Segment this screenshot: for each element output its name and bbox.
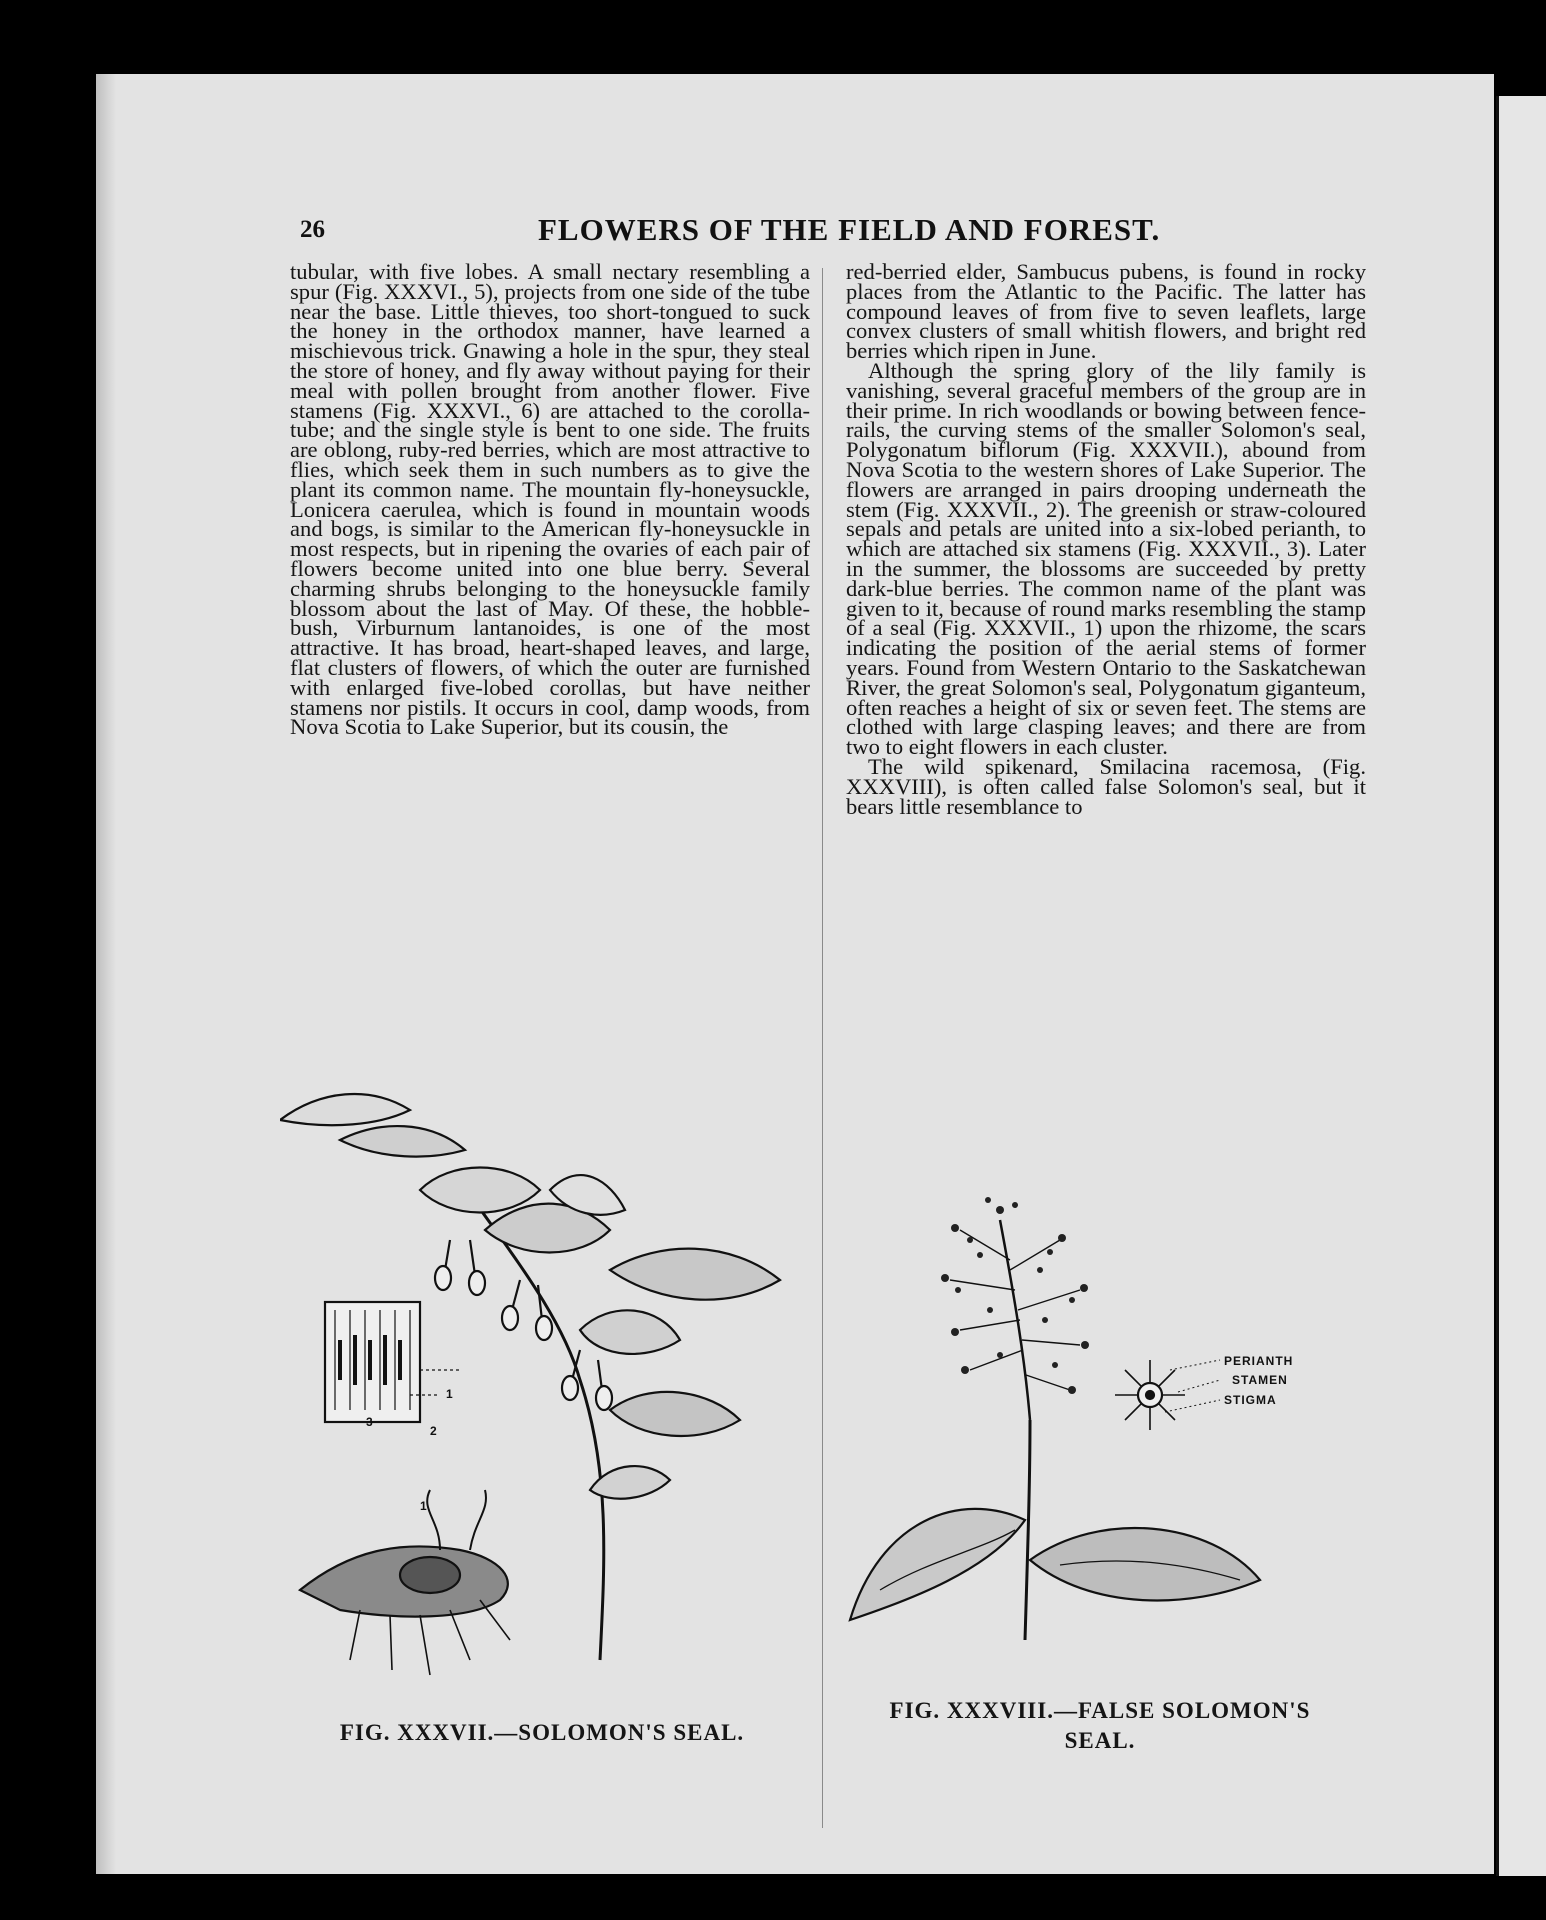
facing-page-edge (1496, 96, 1546, 1876)
running-title: FLOWERS OF THE FIELD AND FOREST. (538, 212, 1161, 247)
right-paragraph-2: Although the spring glory of the lily family is vanishing, several graceful members of the group are in their prime. In rich woodlands or bowing between fence-rails, the curving stems of the smaller Solomon's seal, Polygonatum biflorum (Fig. XXXVII.), abound from Nova Scotia to the western shores of Lake Superior. The flowers are arranged in pairs drooping underneath the stem (Fig. XXXVII., 2). The greenish or straw-coloured sepals and petals are united into a six-lobed perianth, to which are attached six stamens (Fig. XXXVII., 3). Later in the summer, the blossoms are succeeded by pretty dark-blue berries. The common name of the plant was given to it, because of round marks resembling the stamp of a seal (Fig. XXXVII., 1) upon the rhizome, the scars indicating the position of the aerial stems of former years. Found from Western Ontario to the Saskatchewan River, the great Solomon's seal, Polygonatum giganteum, often reaches a height of six or seven feet. The stems are clothed with large clasping leaves; and there are from two to eight flowers in each cluster. (846, 357, 1366, 760)
fig-xxxviii-caption-line1: FIG. XXXVIII.—FALSE SOLOMON'S (889, 1698, 1311, 1723)
fig-label-2: 2 (430, 1424, 438, 1438)
fig-xxxvii-caption: FIG. XXXVII.—SOLOMON'S SEAL. (339, 1720, 745, 1745)
page-binding-edge (96, 74, 116, 1874)
fig-xxxviii-caption-line2: SEAL. (1064, 1728, 1136, 1753)
solomons-seal-illustration (280, 1080, 800, 1700)
page-number: 26 (300, 216, 325, 243)
left-text-column (290, 259, 810, 740)
false-solomons-seal-illustration (840, 1160, 1360, 1680)
perianth-label: PERIANTH (1224, 1354, 1294, 1368)
fig-label-1a: 1 (446, 1387, 454, 1401)
right-text-column (846, 259, 1366, 819)
page-header (300, 210, 1360, 250)
left-paragraph: tubular, with five lobes. A small nectary resembling a spur (Fig. XXXVI., 5), projects from one side of the tube near the base. Little thieves, too short-tongued to suck the honey in the orthodox manner, have learned a mischievous trick. Gnawing a hole in the spur, they steal the store of honey, and fly away without paying for their meal with pollen brought from another flower. Five stamens (Fig. XXXVI., 6) are attached to the corolla-tube; and the single style is bent to one side. The fruits are oblong, ruby-red berries, which are most attractive to flies, which seek them in such numbers as to give the plant its common name. The mountain fly-honeysuckle, Lonicera caerulea, which is found in mountain woods and bogs, is similar to the American fly-honeysuckle in most respects, but in ripening the ovaries of each pair of flowers become united into one blue berry. Several charming shrubs belonging to the honeysuckle family blossom about the last of May. Of these, the hobble-bush, Virburnum lantanoides, is one of the most attractive. It has broad, heart-shaped leaves, and large, flat clusters of flowers, of which the outer are furnished with enlarged five-lobed corollas, but have neither stamens nor pistils. It occurs in cool, damp woods, from Nova Scotia to Lake Superior, but its cousin, the (290, 259, 810, 740)
stamen-label: STAMEN (1232, 1373, 1288, 1387)
stigma-label: STIGMA (1224, 1393, 1277, 1407)
column-divider (822, 268, 823, 1828)
right-paragraph-3: The wild spikenard, Smilacina racemosa, (Fig. XXXVIII), is often called false Solomon's seal, but it bears little resemblance to (846, 753, 1366, 819)
fig-label-3: 3 (366, 1415, 374, 1429)
fig-label-1b: 1 (420, 1499, 428, 1513)
right-paragraph-1: red-berried elder, Sambucus pubens, is found in rocky places from the Atlantic to the Pacific. The latter has compound leaves of from five to seven leaflets, large convex clusters of small whitish flowers, and bright red berries which ripen in June. (846, 259, 1366, 364)
fig-xxxviii-caption (840, 1696, 1360, 1756)
